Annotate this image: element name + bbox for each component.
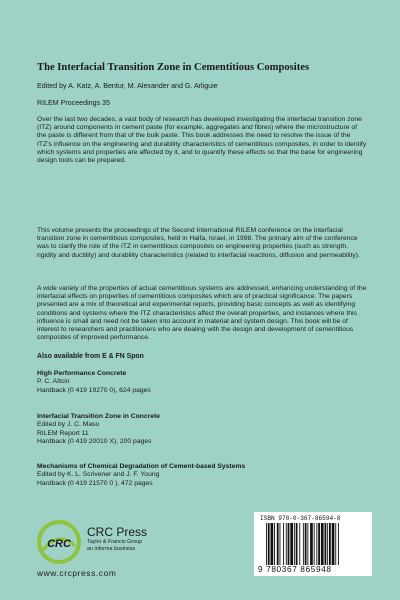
related-book-edition: Hardback (0 419 19270 0), 624 pages (37, 386, 151, 394)
isbn-label: ISBN 978-0-367-86594-8 (260, 515, 341, 522)
related-book-author: Edited by J. C. Maso (37, 421, 100, 429)
related-book-title: High Performance Concrete (37, 370, 127, 377)
barcode-bar (303, 523, 304, 565)
barcode-panel (254, 512, 372, 576)
related-book-edition: Hardback (0 419 21570 0 ), 472 pages (37, 479, 153, 487)
barcode-icon (266, 523, 366, 565)
barcode-bar (305, 523, 307, 565)
description-paragraph: Over the last two decades, a vast body of research has developed investigating the interfacial transition zone (ITZ) around components in cement paste (for example, aggregates and fibres) where the microstructure of the paste is different from that of the bulk paste. This book addresses the need to resolve the issue of the ITZ’s influence on the engineering and durability characteristics of cementitious composites, in order to identify which systems and properties are affected by it, and to quantify these effects so that the base for engineering design tools can be prepared. (37, 116, 367, 165)
related-book (37, 463, 357, 488)
description-paragraph: This volume presents the proceedings of the Second International RILEM conference on the interfacial transition zone in cementitious composites, held in Haifa, Israel, in 1998. The primary aim of the conference was to clarify the role of the ITZ in cementitious composites on engineering properties (such as strength, rigidity and ductility) and durability characteristics (related to interfacial reactions, diffusion and permeability). (37, 227, 360, 259)
related-book-author: P. C. Aïtcin (37, 378, 70, 386)
barcode-bar (332, 523, 335, 565)
publisher-logo (37, 520, 197, 580)
related-book-title: Interfacial Transition Zone in Concrete (37, 413, 161, 420)
barcode-bar (268, 523, 270, 565)
barcode-bar (283, 523, 284, 565)
publisher-name-block (87, 526, 147, 553)
crc-logo-icon (37, 520, 81, 564)
barcode-bar (318, 523, 320, 565)
series-line: RILEM Proceedings 35 (37, 99, 110, 107)
barcode-bar (296, 523, 298, 565)
barcode-bar (310, 523, 313, 565)
barcode-bar (321, 523, 324, 565)
publisher-name: CRC Press (87, 525, 148, 539)
book-title: The Interfacial Transition Zone in Cementitious Composites (37, 62, 310, 73)
barcode-bar (280, 523, 281, 565)
barcode-digits: 9 780367 865948 (258, 564, 332, 574)
related-book-author: Edited by K. L. Scrivener and J. F. Young (37, 471, 160, 479)
related-book (37, 370, 357, 395)
barcode-bar (294, 523, 295, 565)
barcode-bar (325, 523, 327, 565)
related-book-title: Mechanisms of Chemical Degradation of Cement-based Systems (37, 463, 246, 470)
barcode-bar (316, 523, 317, 565)
barcode-bar (290, 523, 293, 565)
crc-logo-mark-text: CRC (47, 538, 71, 550)
publisher-group: Taylor & Francis Group (87, 539, 143, 545)
barcode-bar (307, 523, 308, 565)
barcode-bar (286, 523, 287, 565)
related-book-edition: Hardback (0 419 20010 X), 200 pages (37, 437, 152, 445)
barcode-bar (277, 523, 279, 565)
barcode-bar (271, 523, 274, 565)
description-paragraph: A wide variety of the properties of actual cementitious systems are addressed, enhancing understanding of the interfacial effects on properties of cementitious composites which are of practical significance. The papers presented are a mix of theoretical and experimental reports, providing basic concepts as well as identifying conditions and systems where the ITZ characteristics affect the overall properties, and instances where this influence is small and need not be taken into account in material and system design. This book will be of interest to researchers and practitioners who are dealing with the design and development of cementitious composites of improved performance. (37, 285, 367, 342)
barcode-bar (338, 523, 339, 565)
publisher-url: www.crcpress.com (37, 568, 117, 578)
barcode-bar (327, 523, 328, 565)
barcode-bar (314, 523, 315, 565)
related-book-series: RILEM Report 11 (37, 429, 89, 437)
related-book (37, 413, 357, 446)
barcode-bar (266, 523, 267, 565)
barcode-bar (329, 523, 331, 565)
publisher-tagline: an informa business (87, 545, 136, 552)
also-available-heading: Also available from E & FN Spon (37, 353, 144, 360)
editors-line: Edited by A. Katz, A. Bentur, M. Alexander and G. Arliguie (37, 82, 218, 90)
barcode-bar (288, 523, 290, 565)
barcode-bar (274, 523, 275, 565)
barcode-bar (335, 523, 336, 565)
barcode-bar (299, 523, 300, 565)
